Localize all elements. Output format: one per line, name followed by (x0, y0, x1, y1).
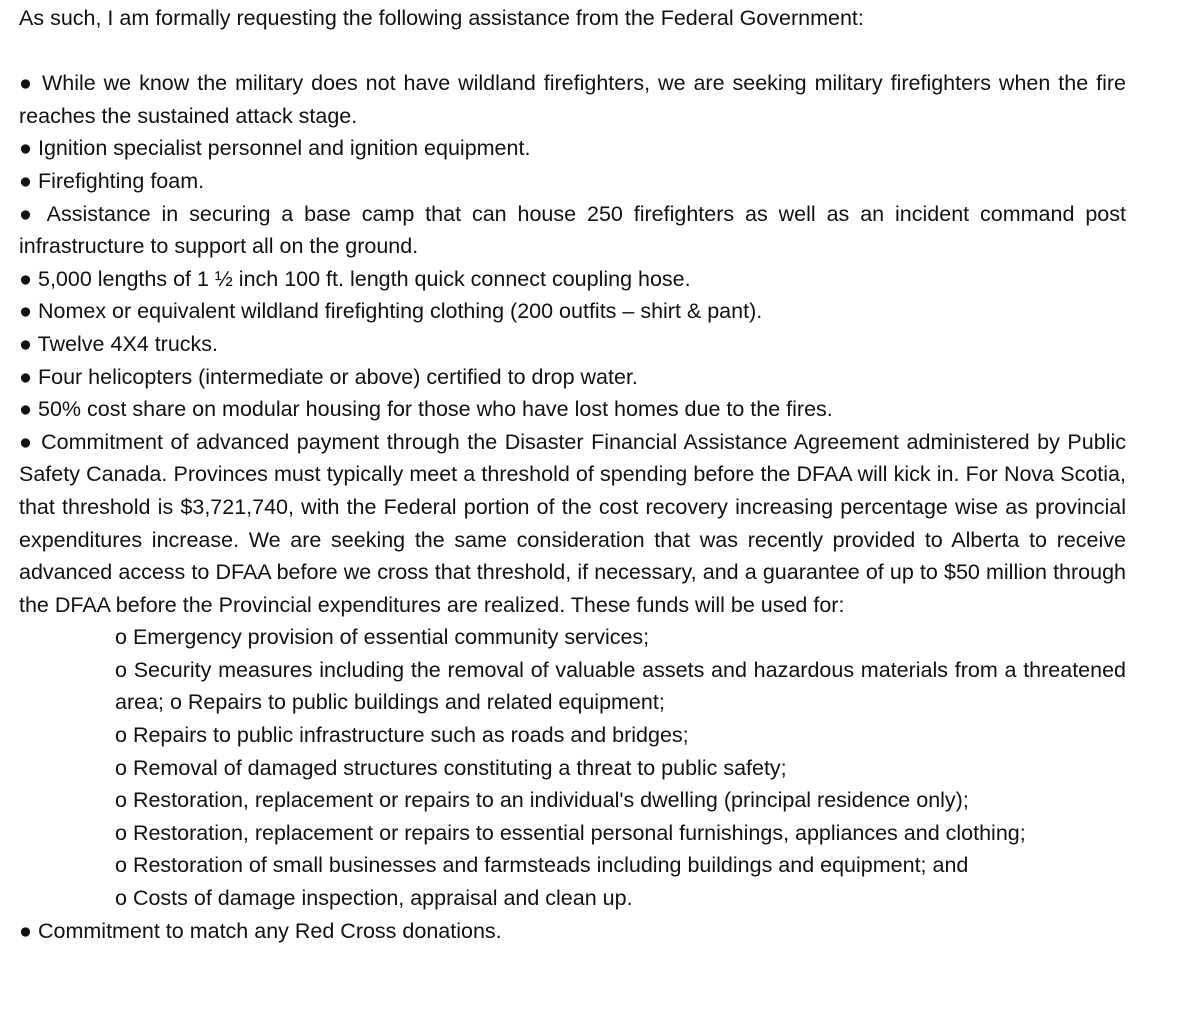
bullet-helicopters (19, 361, 1126, 394)
intro-paragraph: As such, I am formally requesting the following assistance from the Federal Government: (19, 6, 864, 30)
bullet-red-cross (19, 915, 1126, 948)
bullet-glyph: ● (19, 364, 32, 389)
sub-bullet-glyph: o (115, 657, 127, 682)
bullet-nomex-clothing (19, 295, 1126, 328)
bullet-firefighting-foam (19, 165, 1126, 198)
sub-bullet-glyph: o (115, 723, 127, 748)
bullet-base-camp (19, 198, 1126, 263)
sub-bullet-glyph: o (115, 853, 127, 878)
bullet-text: 5,000 lengths of 1 ½ inch 100 ft. length quick connect coupling hose. (37, 266, 691, 291)
sub-item-text: Restoration of small businesses and farmsteads including buildings and equipment; and (132, 853, 969, 878)
sub-item-text: Restoration, replacement or repairs to essential personal furnishings, appliances and clothing; (132, 820, 1026, 845)
bullet-text: Twelve 4X4 trucks. (37, 331, 219, 356)
bullet-glyph: ● (19, 201, 37, 226)
blank-line (19, 35, 1126, 68)
sub-item-text: Emergency provision of essential community services; (132, 625, 650, 650)
bullet-glyph: ● (19, 71, 34, 96)
sub-item-emergency-services (115, 621, 1126, 654)
bullet-glyph: ● (19, 136, 32, 161)
bullet-glyph: ● (19, 168, 32, 193)
sub-bullet-glyph: o (115, 788, 127, 813)
sub-item-damage-inspection (115, 882, 1126, 915)
bullet-glyph: ● (19, 429, 34, 454)
sub-item-small-businesses (115, 849, 1126, 882)
bullet-text: Ignition specialist personnel and ignition equipment. (37, 136, 531, 161)
bullet-glyph: ● (19, 331, 32, 356)
bullet-trucks (19, 328, 1126, 361)
bullet-glyph: ● (19, 397, 32, 422)
bullet-text: Assistance in securing a base camp that can house 250 firefighters as well as an incident command post infrastructure to support all on the ground. (19, 201, 1126, 259)
bullet-hose (19, 263, 1126, 296)
bullet-text: Commitment of advanced payment through the Disaster Financial Assistance Agreement administered by Public Safety Canada. Provinces must typically meet a threshold of spending before the DFAA will kick in. For Nova Scotia, that threshold is $3,721,740, with the Federal portion of the cost recovery increasing percentage wise as provincial expenditures increase. We are seeking the same consideration that was recently provided to Alberta to receive advanced access to DFAA before we cross that threshold, if necessary, and a guarantee of up to $50 million through the DFAA before the Provincial expenditures are realized. These funds will be used for: (19, 429, 1126, 617)
bullet-modular-housing (19, 393, 1126, 426)
sub-item-text: Repairs to public infrastructure such as roads and bridges; (132, 723, 689, 748)
sub-item-furnishings (115, 817, 1126, 850)
bullet-glyph: ● (19, 266, 32, 291)
bullet-text: 50% cost share on modular housing for those who have lost homes due to the fires. (37, 397, 833, 422)
sub-item-security-measures (115, 654, 1126, 719)
bullet-text: While we know the military does not have wildland firefighters, we are seeking military firefighters when the fire reaches the sustained attack stage. (19, 71, 1126, 128)
sub-item-damaged-structures (115, 752, 1126, 785)
sub-bullet-glyph: o (115, 820, 127, 845)
sub-bullet-glyph: o (115, 886, 127, 911)
sub-item-infrastructure (115, 719, 1126, 752)
bullet-military-firefighters (19, 67, 1126, 132)
sub-item-text: Removal of damaged structures constituting a threat to public safety; (132, 755, 787, 780)
sub-item-text: Security measures including the removal of valuable assets and hazardous materials from a threatened area; o Repairs to public buildings and related equipment; (115, 657, 1126, 715)
bullet-glyph: ● (19, 918, 32, 943)
bullet-text: Nomex or equivalent wildland firefighting clothing (200 outfits – shirt & pant). (37, 299, 763, 324)
sub-item-text: Costs of damage inspection, appraisal and clean up. (132, 886, 633, 911)
sub-item-text: Restoration, replacement or repairs to an individual's dwelling (principal residence only); (132, 788, 969, 813)
sub-bullet-glyph: o (115, 625, 127, 650)
bullet-glyph: ● (19, 299, 32, 324)
bullet-text: Commitment to match any Red Cross donations. (37, 918, 502, 943)
bullet-ignition-specialist (19, 132, 1126, 165)
bullet-text: Firefighting foam. (37, 168, 205, 193)
bullet-text: Four helicopters (intermediate or above) certified to drop water. (37, 364, 638, 389)
sub-bullet-glyph: o (115, 755, 127, 780)
sub-item-dwelling (115, 784, 1126, 817)
bullet-dfaa-advance (19, 426, 1126, 622)
